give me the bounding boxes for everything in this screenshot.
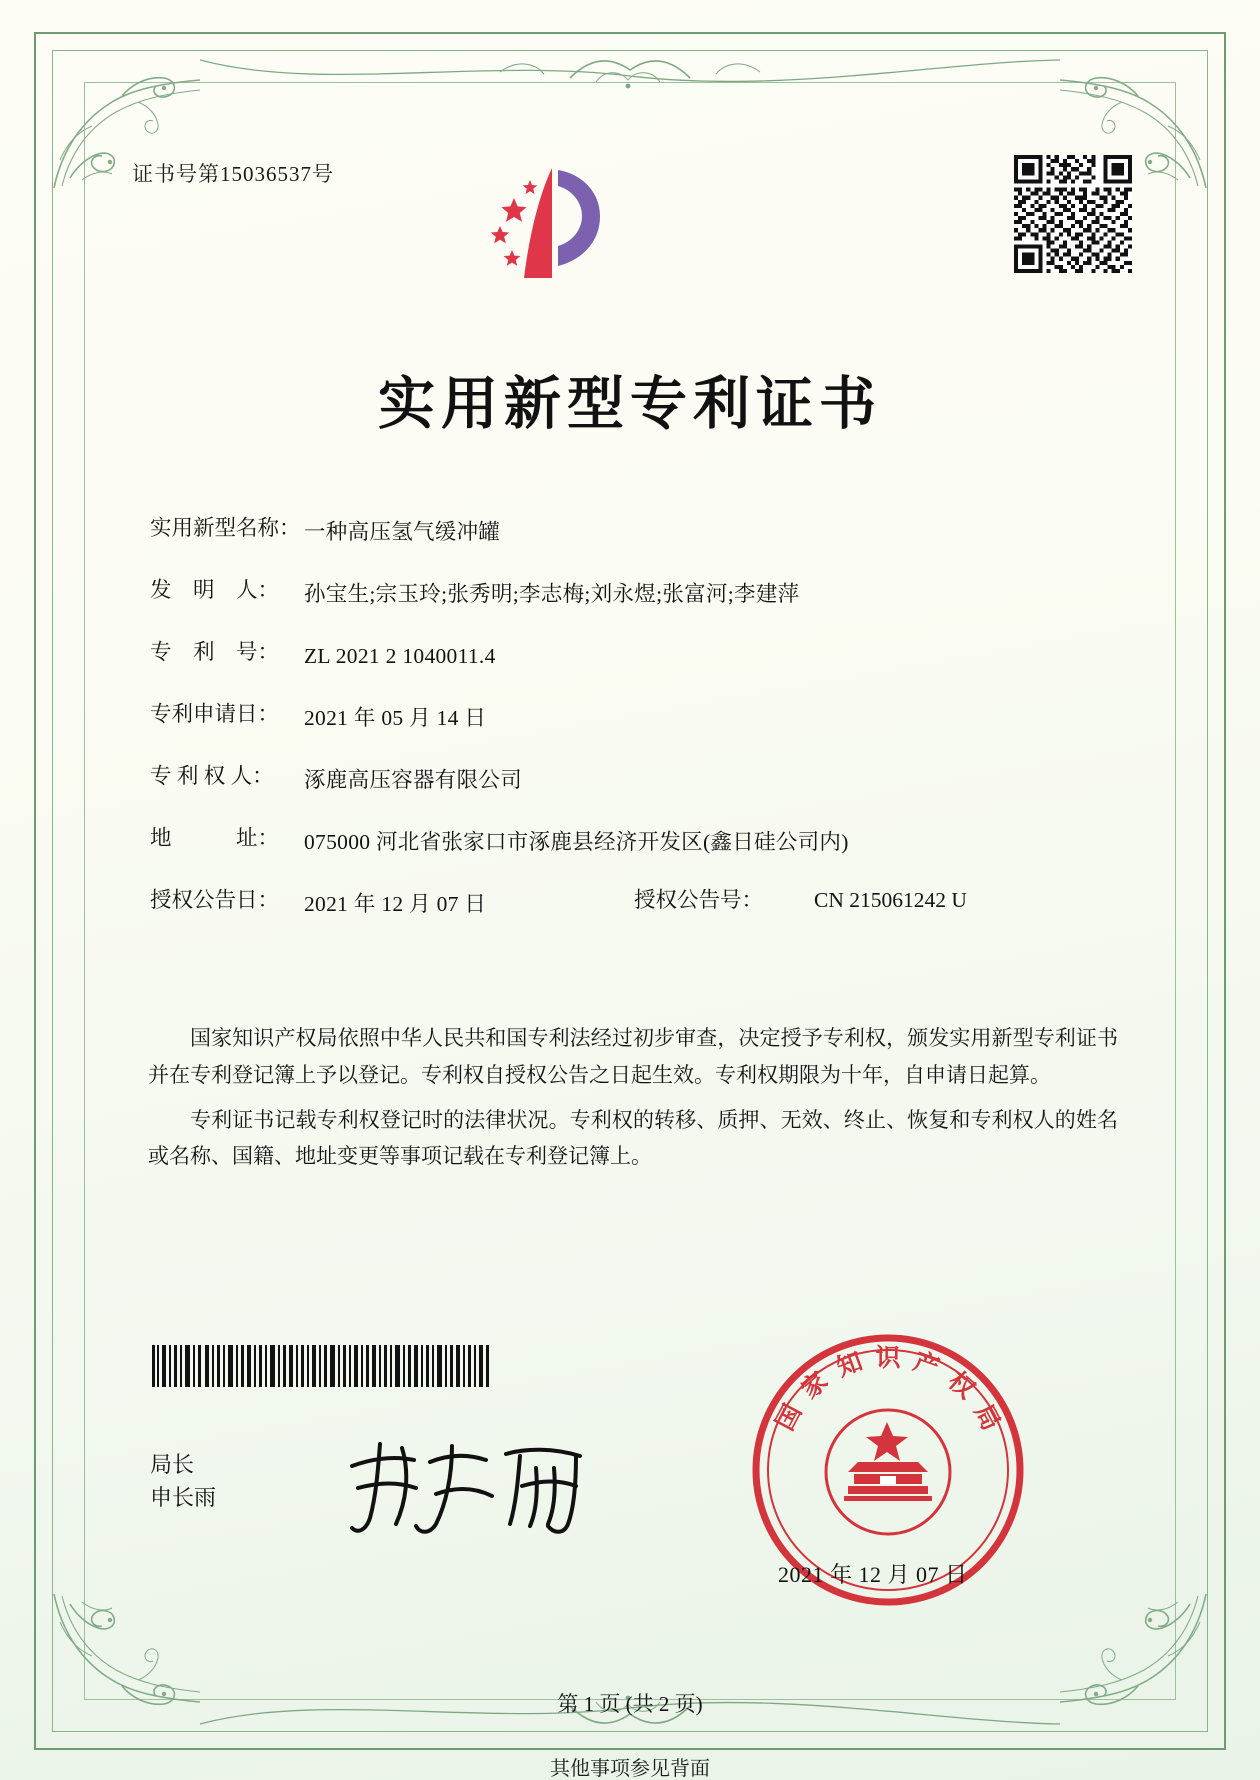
field-label: 专利申请日： [150, 702, 280, 727]
svg-text:知: 知 [832, 1346, 867, 1383]
field-row-application-date [150, 704, 1130, 733]
seal-date: 2021 年 12 月 07 日 [778, 1562, 968, 1587]
field-row-address [150, 828, 1130, 857]
field-row-inventors [150, 580, 1130, 609]
svg-text:产: 产 [909, 1346, 944, 1383]
field-value: 孙宝生;宗玉玲;张秀明;李志梅;刘永煜;张富河;李建萍 [304, 582, 800, 607]
field-value: 涿鹿高压容器有限公司 [304, 768, 523, 793]
svg-text:国: 国 [769, 1399, 808, 1436]
svg-text:家: 家 [795, 1365, 834, 1405]
field-row-patent-number [150, 642, 1130, 671]
field-value: 2021 年 12 月 07 日 [304, 892, 487, 917]
page-title: 实用新型专利证书 [378, 371, 882, 437]
field-value: 2021 年 05 月 14 日 [304, 706, 487, 731]
field-label: 地 址： [150, 826, 280, 851]
field-value: 一种高压氢气缓冲罐 [304, 520, 501, 544]
field-label: 专 利 权 人： [150, 764, 274, 789]
footer-note: 其他事项参见背面 [550, 1758, 710, 1780]
field-row-name [150, 518, 1130, 547]
field-value: ZL 2021 2 1040011.4 [304, 644, 496, 669]
legal-text [148, 1020, 1118, 1183]
svg-text:识: 识 [875, 1343, 901, 1372]
handwritten-signature-icon [340, 1432, 620, 1542]
top-edge-ornament-icon [200, 52, 1060, 98]
signature-role: 局长 [150, 1452, 195, 1477]
field-row-grant [150, 890, 1130, 919]
field-row-patentee [150, 766, 1130, 795]
paragraph-2: 专利证书记载专利权登记时的法律状况。专利权的转移、质押、无效、终止、恢复和专利权人的姓名或名称、国籍、地址变更等事项记载在专利登记簿上。 [148, 1107, 1118, 1169]
svg-text:权: 权 [942, 1365, 981, 1405]
field-value-secondary: CN 215061242 U [814, 888, 967, 913]
field-label: 发 明 人： [150, 578, 280, 603]
field-label: 授权公告日： [150, 888, 280, 913]
qr-code-icon [1014, 155, 1132, 273]
signature-name: 申长雨 [150, 1485, 217, 1510]
certificate-number: 证书号第15036537号 [132, 162, 334, 186]
field-label-secondary: 授权公告号： [634, 888, 764, 913]
field-label: 专 利 号： [150, 640, 280, 665]
field-list [150, 518, 1130, 952]
signature-block [150, 1448, 216, 1514]
field-label: 实用新型名称： [150, 516, 301, 540]
svg-text:局: 局 [968, 1399, 1007, 1436]
page-number: 第 1 页 (共 2 页) [557, 1692, 703, 1716]
cnipa-logo-icon [478, 150, 628, 300]
field-value: 075000 河北省张家口市涿鹿县经济开发区(鑫日硅公司内) [304, 830, 849, 855]
barcode-icon [152, 1345, 490, 1387]
paragraph-1: 国家知识产权局依照中华人民共和国专利法经过初步审查，决定授予专利权，颁发实用新型专利证书并在专利登记簿上予以登记。专利权自授权公告之日起生效。专利权期限为十年，自申请日起算。 [148, 1026, 1118, 1087]
